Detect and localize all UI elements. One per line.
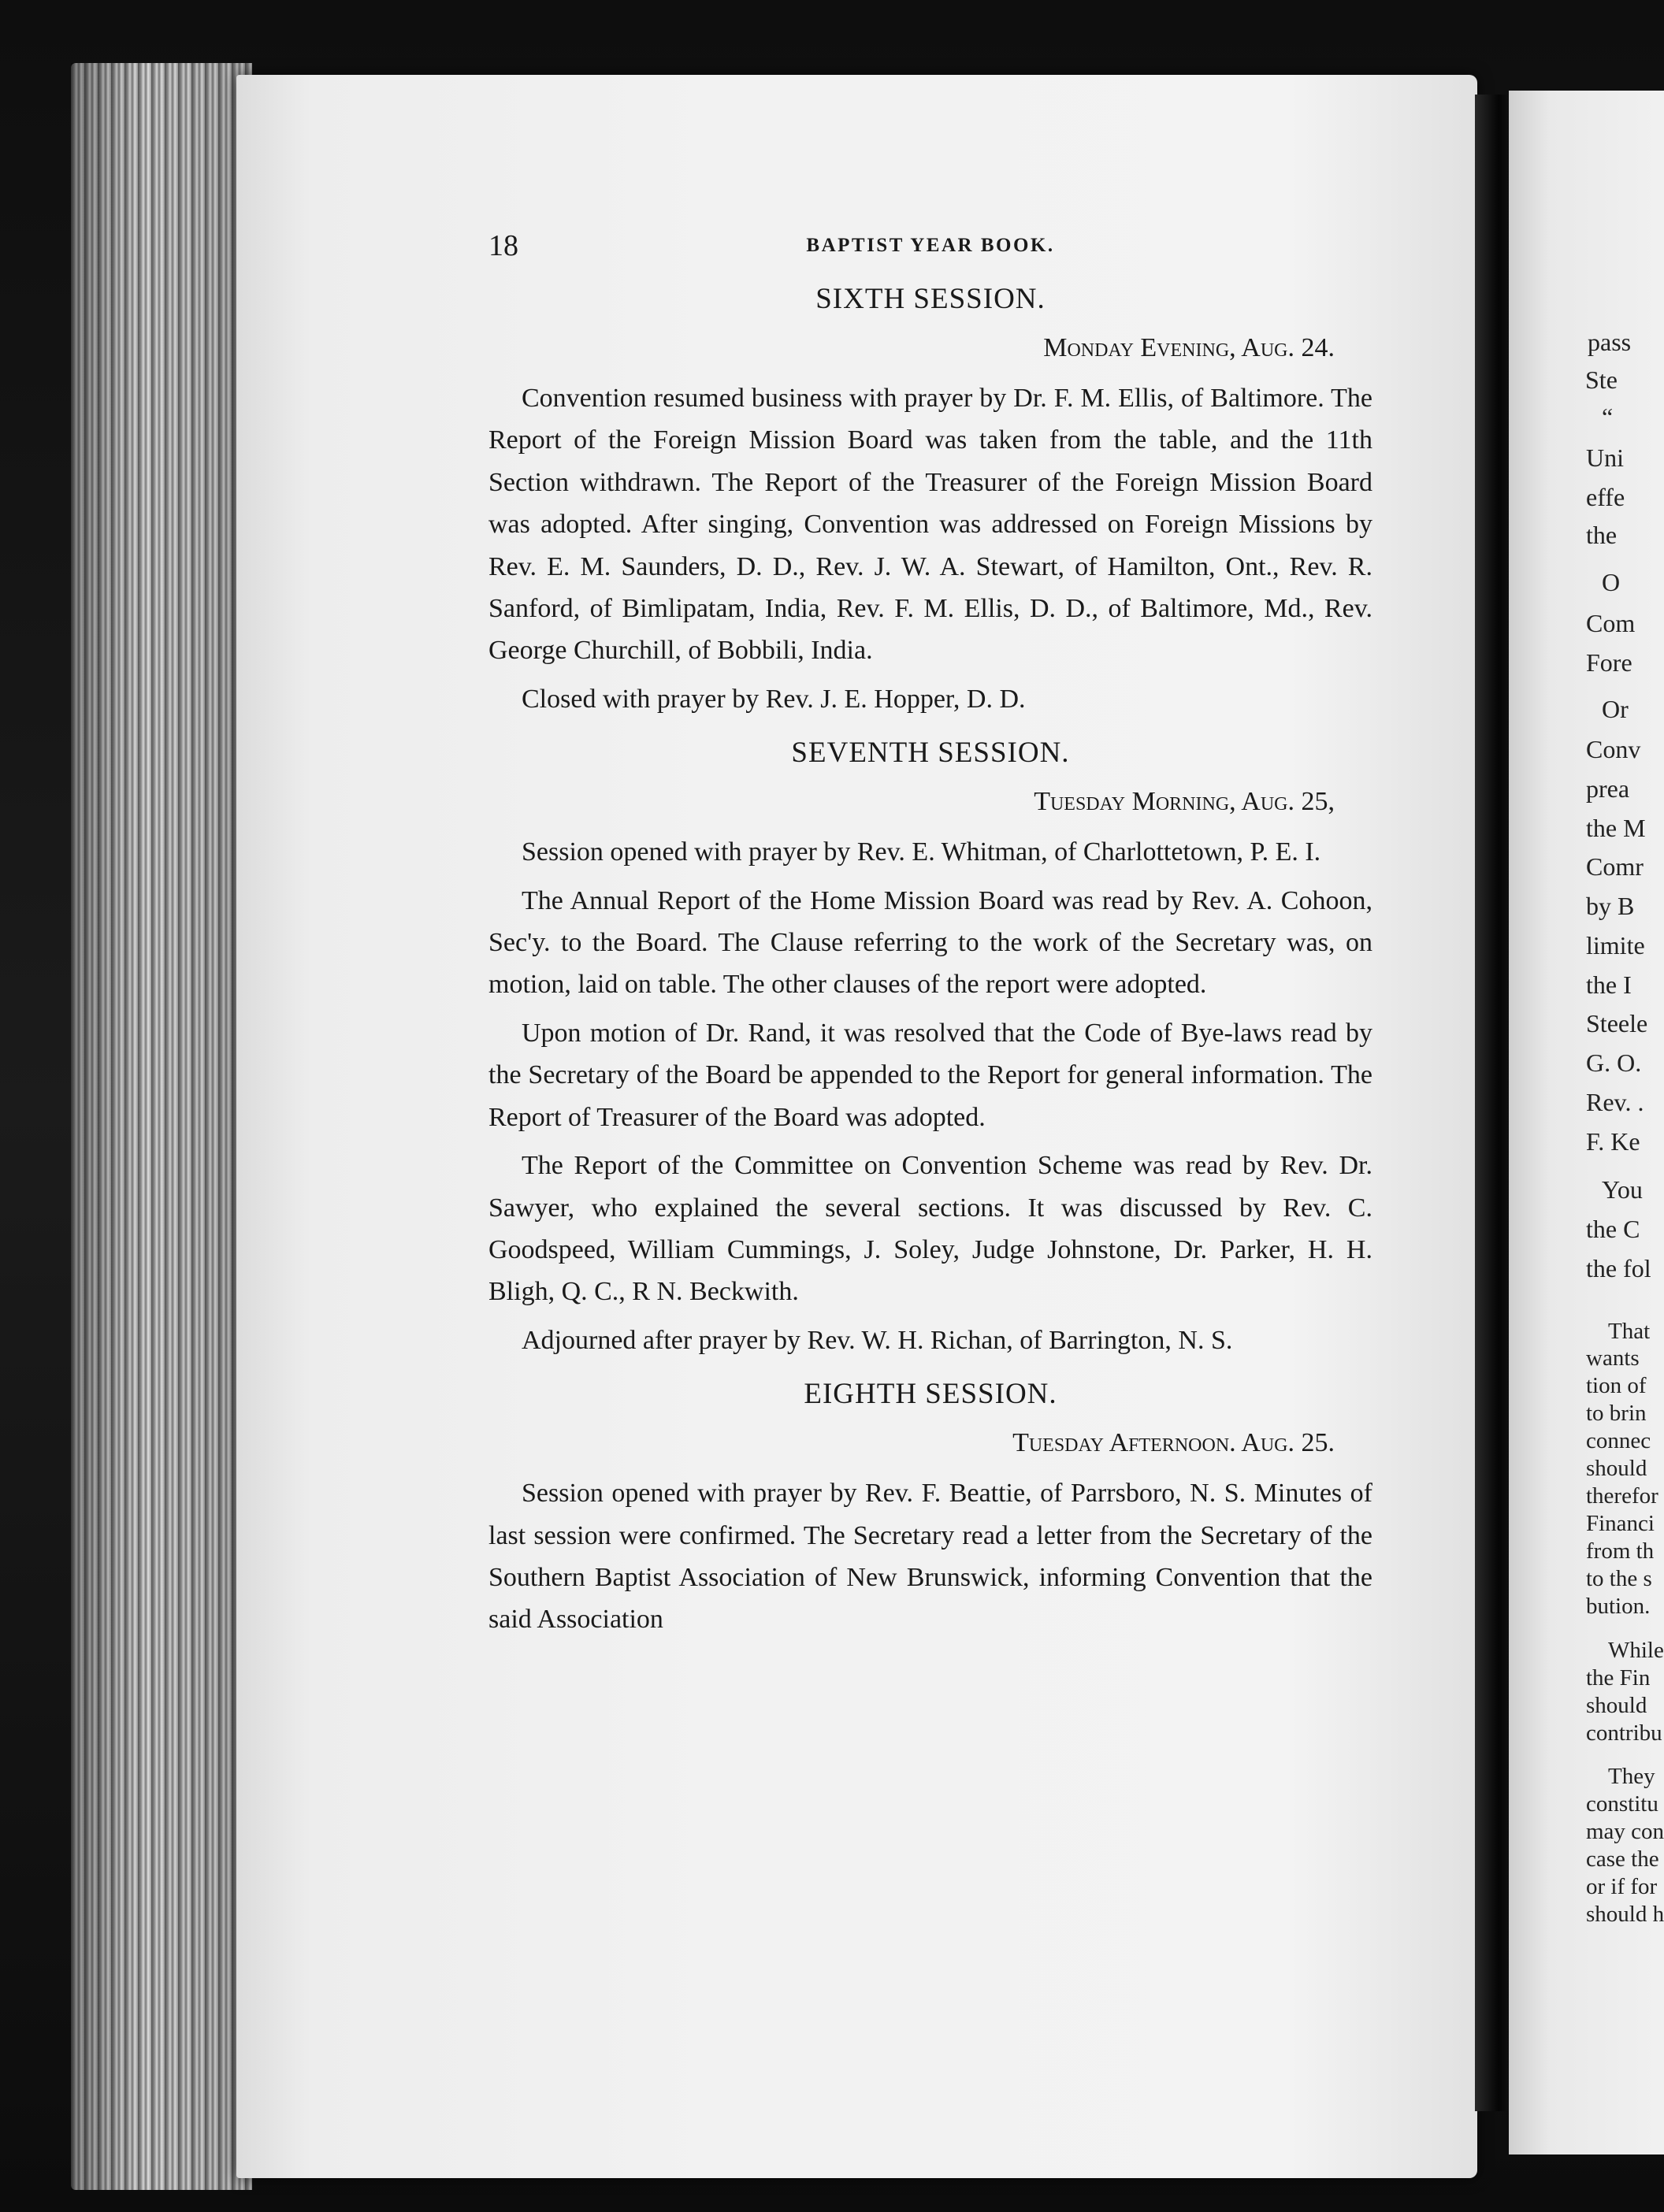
paragraph: The Annual Report of the Home Mission Board was read by Rev. A. Cohoon, Sec'y. to the Board. The Clause referring to the work of the Secretary was, on motion, laid on table. The other clauses of the report were adopted. <box>488 885 1372 1000</box>
facing-fragment: Or <box>1602 695 1629 723</box>
facing-fragment: should h <box>1586 1902 1664 1927</box>
facing-fragment: O <box>1602 568 1621 596</box>
facing-fragment: You <box>1602 1175 1643 1204</box>
facing-fragment: contribu <box>1586 1720 1662 1746</box>
facing-fragment: F. Ke <box>1586 1127 1640 1156</box>
facing-fragment: to brin <box>1586 1401 1647 1426</box>
paragraph: Adjourned after prayer by Rev. W. H. Richan, of Barrington, N. S. <box>522 1325 1233 1355</box>
facing-fragment: Uni <box>1586 444 1624 472</box>
session-heading: SEVENTH SESSION. <box>791 737 1070 770</box>
facing-fragment: connec <box>1586 1428 1651 1453</box>
facing-fragment: Com <box>1586 609 1636 637</box>
page-number: 18 <box>488 229 518 262</box>
paragraph: Convention resumed business with prayer by Dr. F. M. Ellis, of Baltimore. The Report of the Foreign Mission Board was taken from the table, and the 11th Section withdrawn. The Report of the Treasurer of the Foreign Mission Board was adopted. After singing, Convention was addressed on Foreign Missions by Rev. E. M. Saunders, D. D., Rev. J. W. A. Stewart, of Hamilton, Ont., Rev. R. Sanford, of Bimlipatam, India, Rev. F. M. Ellis, D. D., of Baltimore, Md., Rev. George Churchill, of Bobbili, India. <box>488 384 1372 666</box>
facing-fragment: Conv <box>1586 735 1641 763</box>
facing-fragment: Comr <box>1586 852 1644 881</box>
paragraph: Session opened with prayer by Rev. E. Whitman, of Charlottetown, P. E. I. <box>522 837 1321 867</box>
facing-fragment: G. O. <box>1586 1048 1642 1077</box>
book-title: BAPTIST YEAR BOOK. <box>806 235 1055 256</box>
facing-fragment: the I <box>1586 971 1632 999</box>
facing-fragment: effe <box>1586 483 1625 511</box>
facing-fragment: They <box>1608 1764 1655 1789</box>
facing-fragment: therefor <box>1586 1483 1658 1509</box>
facing-fragment: Ste <box>1585 366 1618 394</box>
session-heading: EIGHTH SESSION. <box>804 1378 1057 1411</box>
facing-fragment: Rev. . <box>1586 1088 1644 1116</box>
facing-fragment: While <box>1608 1638 1664 1663</box>
paragraph: Closed with prayer by Rev. J. E. Hopper, D. D. <box>522 684 1026 714</box>
facing-fragment: wants <box>1586 1345 1640 1371</box>
session-heading: SIXTH SESSION. <box>815 283 1046 315</box>
facing-fragment: to the s <box>1586 1566 1652 1591</box>
facing-fragment: the Fin <box>1586 1665 1651 1691</box>
session-dateline: Tuesday Afternoon. Aug. 25. <box>1012 1428 1335 1458</box>
facing-fragment: or if for <box>1586 1874 1658 1899</box>
facing-fragment: from th <box>1586 1538 1655 1564</box>
paragraph: Upon motion of Dr. Rand, it was resolved that the Code of Bye-laws read by the Secretary of the Board be appended to the Report for general information. The Report of Treasurer of the Board was adopted. <box>488 1018 1372 1132</box>
facing-fragment: case the <box>1586 1846 1659 1872</box>
session-dateline: Tuesday Morning, Aug. 25, <box>1034 787 1335 817</box>
page-content <box>488 228 1372 1647</box>
book-page-right <box>1509 91 1664 2154</box>
session-seventh <box>488 736 1372 1361</box>
running-head <box>488 228 1372 266</box>
session-eighth <box>488 1377 1372 1641</box>
session-sixth <box>488 282 1372 720</box>
session-dateline: Monday Evening, Aug. 24. <box>1043 333 1335 362</box>
facing-fragment: pass <box>1588 328 1632 356</box>
facing-fragment: limite <box>1586 931 1645 959</box>
facing-fragment: That <box>1608 1319 1651 1344</box>
facing-fragment: the <box>1586 521 1618 549</box>
facing-fragment: Fore <box>1586 648 1632 677</box>
facing-fragment: constitu <box>1586 1791 1658 1817</box>
facing-fragment: bution. <box>1586 1594 1651 1619</box>
facing-fragment: Steele <box>1586 1009 1648 1037</box>
facing-fragment: should <box>1586 1456 1647 1481</box>
facing-fragment: the C <box>1586 1215 1640 1243</box>
facing-fragment: the M <box>1586 814 1646 842</box>
paragraph: Session opened with prayer by Rev. F. Beattie, of Parrsboro, N. S. Minutes of last session were confirmed. The Secretary read a letter from the Secretary of the Southern Baptist Association of New Brunswick, informing Convention that the said Association <box>488 1479 1372 1635</box>
facing-fragment: “ <box>1602 403 1614 431</box>
facing-fragment: by B <box>1586 892 1635 920</box>
facing-fragment: tion of <box>1586 1373 1647 1398</box>
facing-fragment: prea <box>1586 774 1630 803</box>
facing-fragment: should <box>1586 1693 1647 1718</box>
facing-fragment: Financi <box>1586 1511 1655 1536</box>
paragraph: The Report of the Committee on Convention Scheme was read by Rev. Dr. Sawyer, who explained the several sections. It was discussed by Rev. C. Goodspeed, William Cummings, J. Soley, Judge Johnstone, Dr. Parker, H. H. Bligh, Q. C., R N. Beckwith. <box>488 1151 1372 1307</box>
facing-fragment: the fol <box>1586 1254 1651 1282</box>
book-page-edges <box>71 63 252 2190</box>
facing-fragment: may con <box>1586 1819 1664 1844</box>
